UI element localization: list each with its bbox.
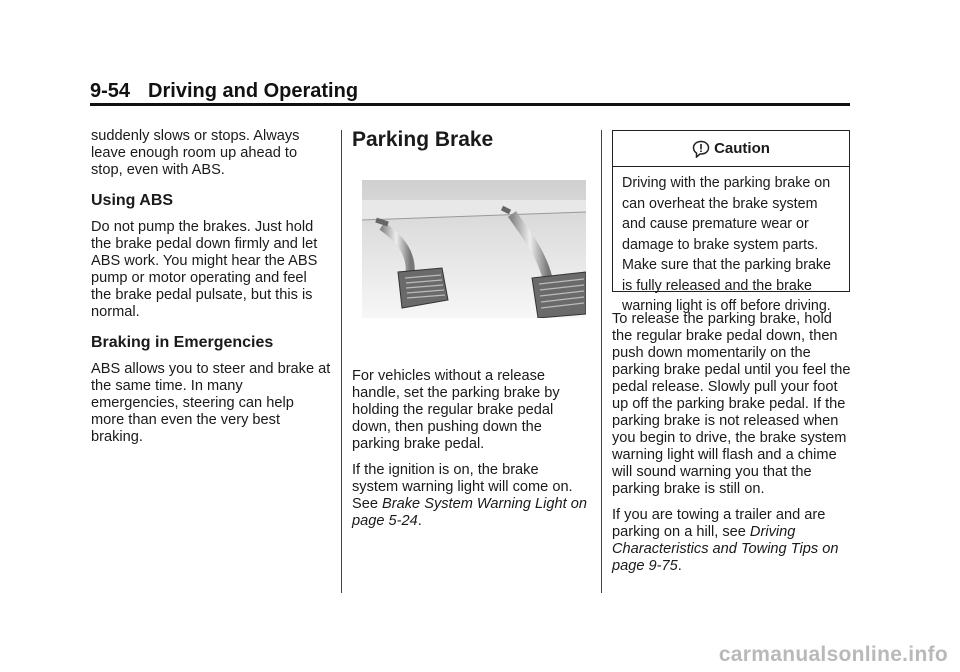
using-abs-heading: Using ABS <box>91 192 174 209</box>
towing-paragraph: If you are towing a trailer and are parking on a hill, see Driving Characteristics and Towing Tips on page 9-75. <box>612 507 839 574</box>
page-header <box>90 80 358 103</box>
using-abs-paragraph: Do not pump the brakes. Just hold the brake pedal down firmly and let ABS work. You might hear the ABS pump or motor operating and feel the brake pedal pulsate, but this is normal. <box>91 219 318 320</box>
column-divider-2 <box>601 130 602 593</box>
braking-emergencies-paragraph: ABS allows you to steer and brake at the same time. In many emergencies, steering can help more than even the very best braking. <box>91 361 331 445</box>
caution-text: Driving with the parking brake on can overheat the brake system and cause premature wear or damage to brake system parts. Make sure that the parking brake is fully released and the brake warning light is off before driving. <box>622 175 832 314</box>
column-3 <box>612 311 852 584</box>
release-parking-brake-paragraph: To release the parking brake, hold the regular brake pedal down, then push down momentarily on the parking brake pedal until you feel the pedal release. Slowly pull your foot up off the parking brake pedal. If the parking brake is not released when you begin to drive, the brake system warning light will flash and a chime will sound warning you that the parking brake is still on. <box>612 311 851 497</box>
caution-label: Caution <box>714 140 770 157</box>
brake-warning-reference-link[interactable]: Brake System Warning Light on page 5-24 <box>352 496 587 529</box>
chapter-title: Driving and Operating <box>148 80 359 102</box>
braking-emergencies-heading: Braking in Emergencies <box>91 334 274 351</box>
brake-pedals-illustration <box>362 180 586 318</box>
caution-icon <box>692 140 710 158</box>
towing-tips-reference-link[interactable]: Driving Characteristics and Towing Tips on page 9-75 <box>612 524 839 574</box>
column-divider-1 <box>341 130 342 593</box>
column-2 <box>352 368 588 539</box>
set-parking-brake-paragraph: For vehicles without a release handle, set the parking brake by holding the regular brake pedal down, then pushing down the parking brake pedal. <box>352 368 560 452</box>
parking-brake-title: Parking Brake <box>352 128 494 151</box>
caution-box <box>612 130 850 314</box>
column-1 <box>91 128 331 455</box>
page-number: 9-54 <box>90 80 131 102</box>
ignition-warning-paragraph: If the ignition is on, the brake system warning light will come on. See Brake System Warning Light on page 5-24. <box>352 462 587 529</box>
intro-paragraph: suddenly slows or stops. Always leave enough room up ahead to stop, even with ABS. <box>91 128 300 178</box>
caution-header <box>613 131 849 167</box>
header-rule <box>90 103 850 106</box>
watermark: carmanualsonline.info <box>718 643 948 666</box>
